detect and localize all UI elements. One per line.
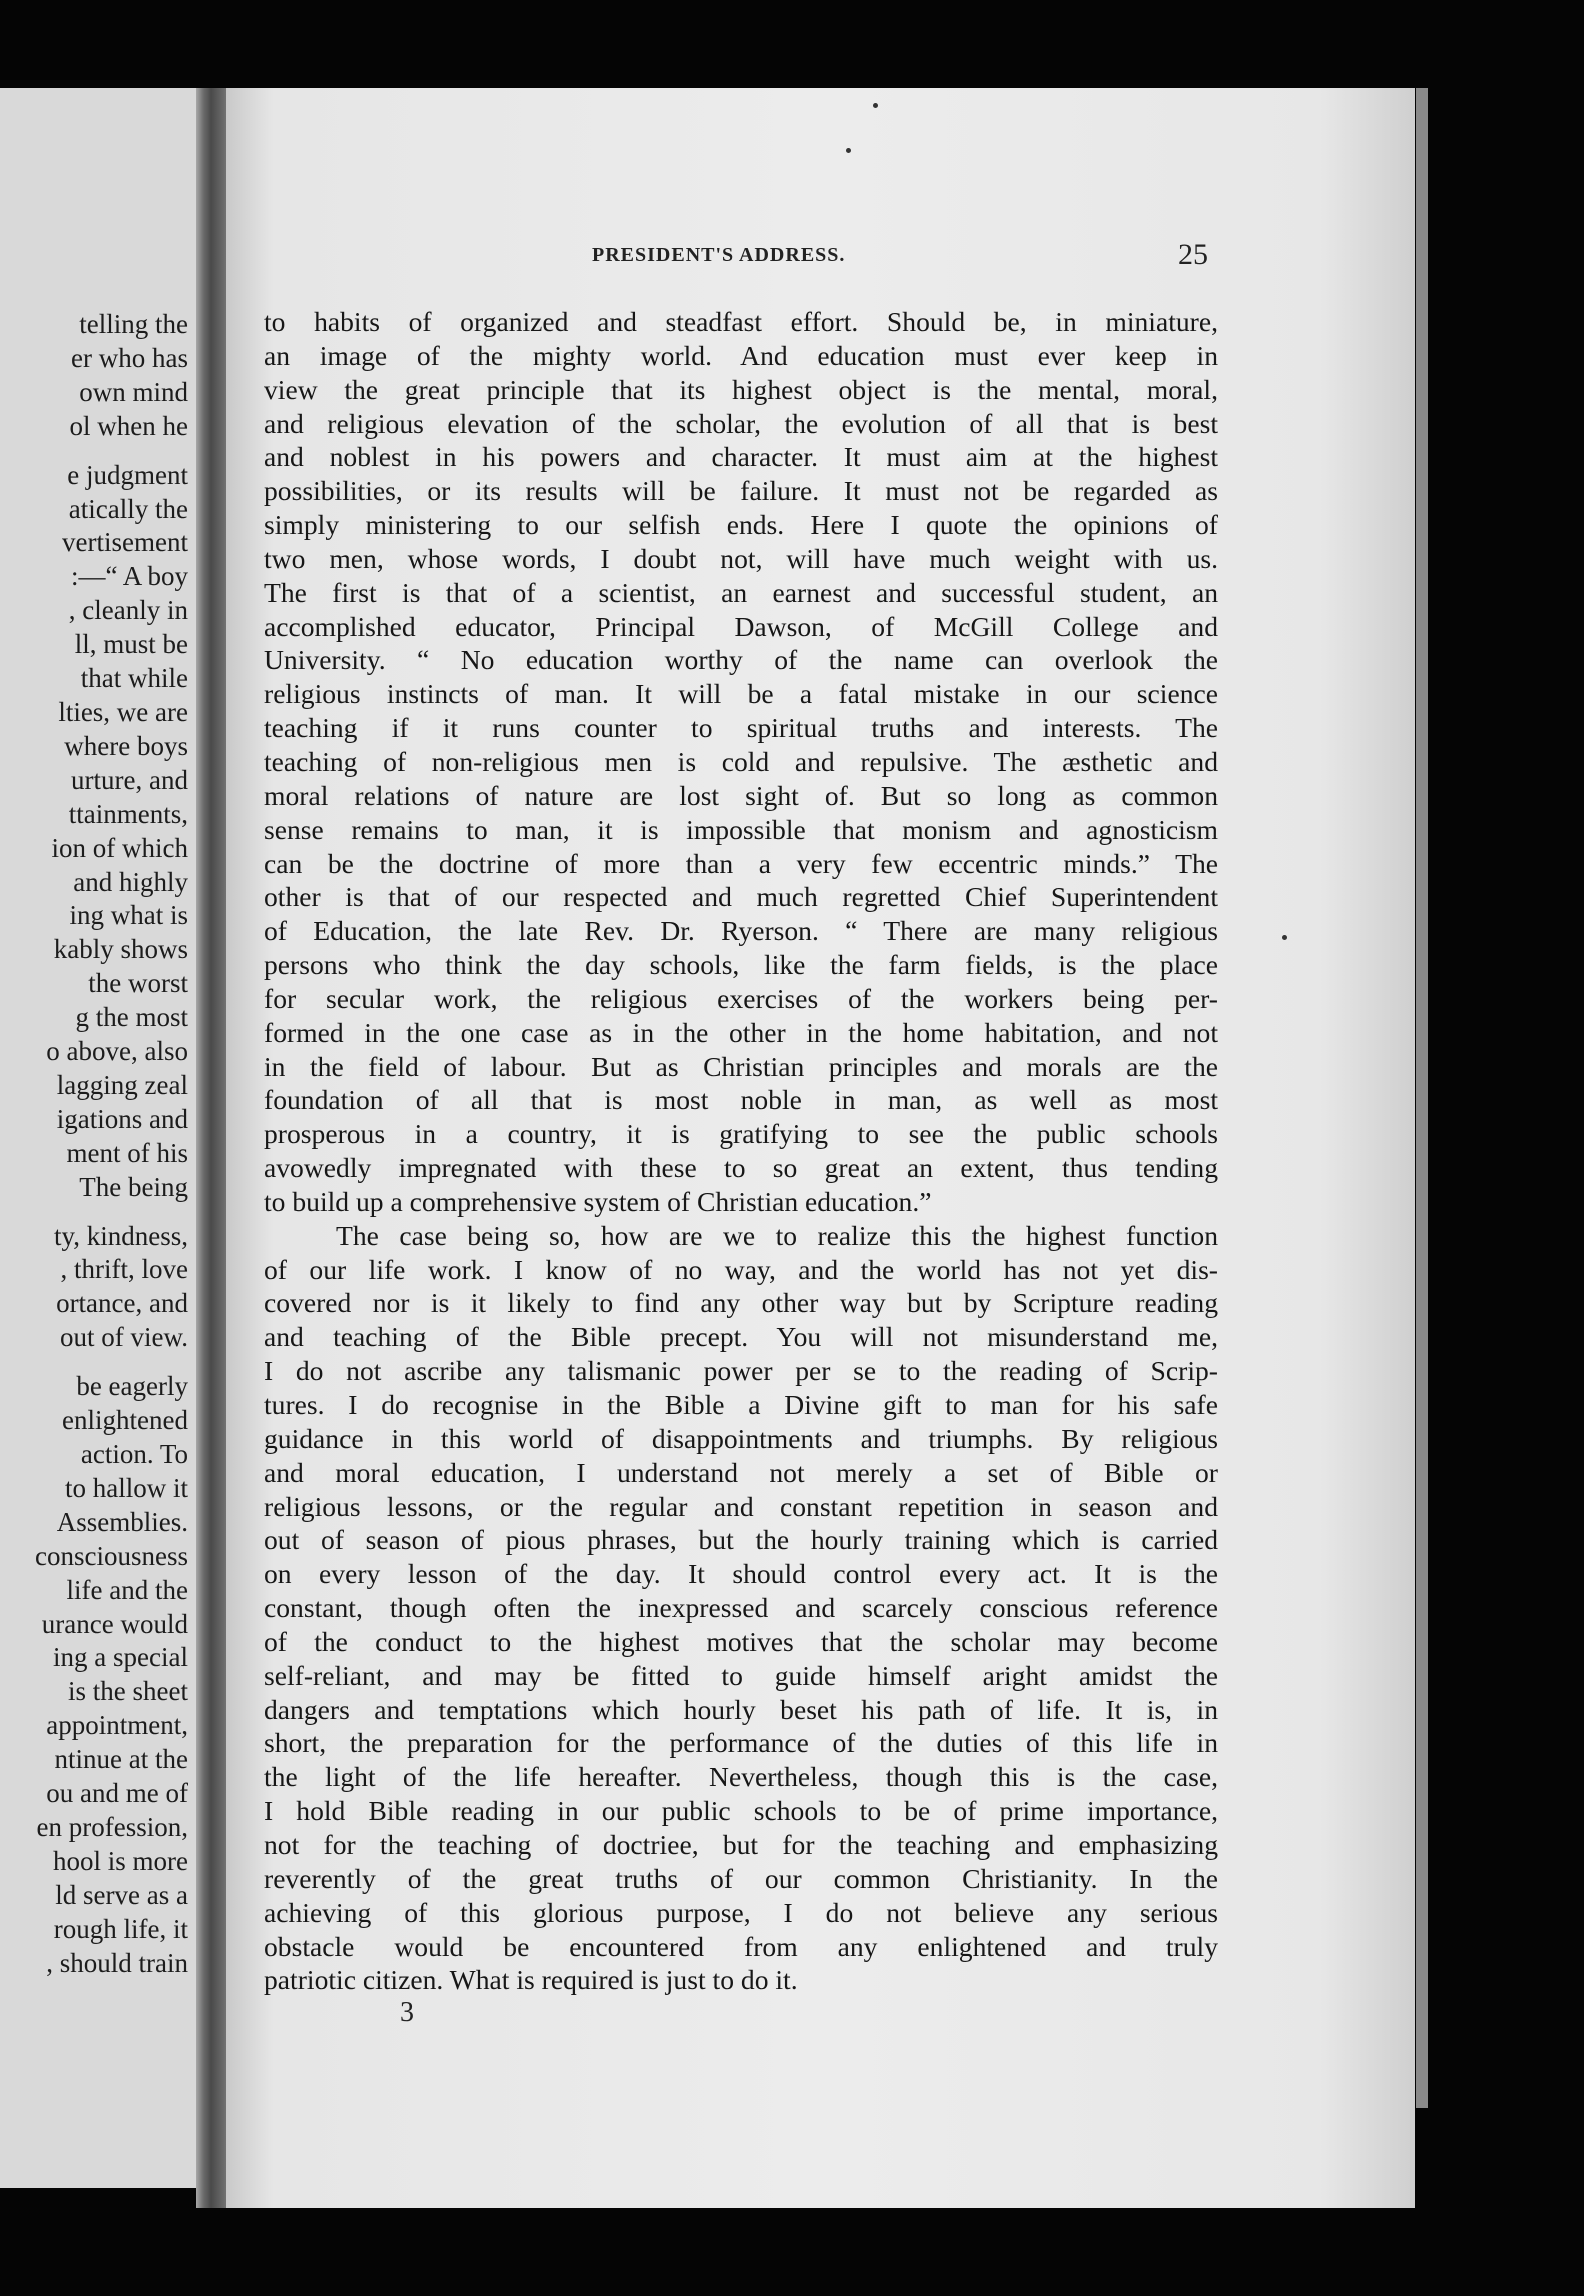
body-line: and moral education, I understand not merely a set of Bible or bbox=[264, 1456, 1218, 1488]
body-line: teaching of non-religious men is cold and repulsive. The æsthetic and bbox=[264, 745, 1218, 777]
left-page-line: action. To bbox=[80, 1439, 188, 1469]
left-page-line: g the most bbox=[75, 1002, 188, 1033]
body-line: self-reliant, and may be fitted to guide himself aright amidst the bbox=[264, 1659, 1218, 1691]
left-page-line: the worst bbox=[88, 968, 188, 999]
body-line: two men, whose words, I doubt not, will have much weight with us. bbox=[264, 542, 1218, 574]
left-page-line: out of view. bbox=[60, 1322, 188, 1353]
body-line: dangers and temptations which hourly beset his path of life. It is, in bbox=[264, 1693, 1218, 1725]
page-number: 25 bbox=[1178, 238, 1208, 271]
left-page-line: The being bbox=[79, 1171, 188, 1202]
left-page-line: , cleanly in bbox=[68, 595, 188, 626]
left-page-line: o above, also bbox=[46, 1036, 188, 1067]
body-line: moral relations of nature are lost sight of. But so long as common bbox=[264, 779, 1218, 811]
body-line: other is that of our respected and much regretted Chief Superintendent bbox=[264, 881, 1218, 913]
left-page-line: that while bbox=[80, 663, 188, 694]
left-page-line: lagging zeal bbox=[56, 1069, 188, 1100]
left-page-line: be eagerly bbox=[76, 1371, 188, 1402]
body-line: of the conduct to the highest motives that the scholar may become bbox=[264, 1625, 1218, 1657]
left-page-line: appointment, bbox=[46, 1710, 188, 1741]
left-page-line: ortance, and bbox=[56, 1288, 188, 1319]
body-text bbox=[264, 305, 1218, 1997]
left-page-line: telling the bbox=[79, 309, 188, 339]
left-page-fragment bbox=[0, 88, 196, 2188]
left-page-line: atically the bbox=[68, 493, 188, 524]
left-page-line: ntinue at the bbox=[54, 1744, 188, 1775]
body-line: on every lesson of the day. It should control every act. It is the bbox=[264, 1558, 1218, 1590]
body-line: covered nor is it likely to find any other way but by Scripture reading bbox=[264, 1287, 1218, 1319]
left-page-line: en profession, bbox=[36, 1811, 188, 1842]
body-line: for secular work, the religious exercises of the workers being per- bbox=[264, 982, 1218, 1014]
body-line: the light of the life hereafter. Nevertheless, though this is the case, bbox=[264, 1761, 1218, 1793]
left-page-line: ing what is bbox=[69, 900, 188, 931]
body-line: not for the teaching of doctriee, but for the teaching and emphasizing bbox=[264, 1828, 1218, 1860]
body-line: and noblest in his powers and character. It must aim at the highest bbox=[264, 441, 1218, 473]
body-line: religious lessons, or the regular and constant repetition in season and bbox=[264, 1490, 1218, 1522]
body-line: of Education, the late Rev. Dr. Ryerson. “ There are many religious bbox=[264, 915, 1218, 947]
left-page-line: urance would bbox=[41, 1608, 188, 1639]
body-line: of our life work. I know of no way, and the world has not yet dis- bbox=[264, 1253, 1218, 1285]
left-page-line: vertisement bbox=[62, 527, 188, 558]
body-line: to build up a comprehensive system of Christian education.” bbox=[264, 1185, 932, 1217]
left-page-line: igations and bbox=[56, 1103, 188, 1134]
left-page-line: ld serve as a bbox=[55, 1879, 188, 1910]
left-page-line: consciousness bbox=[35, 1540, 188, 1571]
dust-speck bbox=[1282, 935, 1287, 940]
left-page-line: er who has bbox=[71, 342, 188, 373]
body-line: The case being so, how are we to realize this the highest function bbox=[336, 1219, 1218, 1251]
body-line: I hold Bible reading in our public schools to be of prime importance, bbox=[264, 1795, 1218, 1827]
body-line: and religious elevation of the scholar, the evolution of all that is best bbox=[264, 407, 1218, 439]
left-page-line: ing a special bbox=[53, 1642, 188, 1673]
body-line: simply ministering to our selfish ends. Here I quote the opinions of bbox=[264, 509, 1218, 541]
body-line: view the great principle that its highest object is the mental, moral, bbox=[264, 373, 1218, 405]
left-page-line: :—“ A boy bbox=[70, 561, 188, 592]
left-page-line: ttainments, bbox=[68, 798, 188, 829]
dust-speck bbox=[873, 103, 878, 108]
left-page-line: ol when he bbox=[69, 410, 188, 441]
page-header bbox=[226, 238, 1220, 278]
body-line: sense remains to man, it is impossible that monism and agnosticism bbox=[264, 813, 1218, 845]
left-page-line: kably shows bbox=[53, 934, 188, 965]
running-head: PRESIDENT'S ADDRESS. bbox=[592, 244, 846, 266]
body-line: I do not ascribe any talismanic power per se to the reading of Scrip- bbox=[264, 1355, 1218, 1387]
body-line: achieving of this glorious purpose, I do not believe any serious bbox=[264, 1896, 1218, 1928]
body-line: in the field of labour. But as Christian principles and morals are the bbox=[264, 1050, 1218, 1082]
body-line: prosperous in a country, it is gratifying to see the public schools bbox=[264, 1118, 1218, 1150]
left-page-line: Assemblies. bbox=[56, 1506, 188, 1537]
body-line: to habits of organized and steadfast effort. Should be, in miniature, bbox=[264, 306, 1218, 337]
body-line: guidance in this world of disappointments and triumphs. By religious bbox=[264, 1422, 1218, 1454]
body-line: patriotic citizen. What is required is just to do it. bbox=[264, 1964, 798, 1996]
left-page-line: own mind bbox=[79, 376, 188, 407]
body-line: formed in the one case as in the other in the home habitation, and not bbox=[264, 1016, 1218, 1048]
dust-speck bbox=[846, 148, 851, 153]
body-line: tures. I do recognise in the Bible a Divine gift to man for his safe bbox=[264, 1389, 1218, 1420]
left-page-line: where boys bbox=[64, 730, 188, 761]
body-line: and teaching of the Bible precept. You will not misunderstand me, bbox=[264, 1321, 1218, 1353]
body-line: religious instincts of man. It will be a fatal mistake in our science bbox=[264, 678, 1218, 710]
left-page-line: urture, and bbox=[71, 764, 188, 795]
left-page-line: e judgment bbox=[67, 459, 188, 490]
left-page-line: life and the bbox=[66, 1574, 188, 1605]
left-page-text bbox=[0, 308, 188, 1981]
left-page-line: is the sheet bbox=[68, 1676, 188, 1707]
body-line: accomplished educator, Principal Dawson, of McGill College and bbox=[264, 610, 1218, 642]
body-line: an image of the mighty world. And education must ever keep in bbox=[264, 339, 1218, 371]
left-page-line: to hallow it bbox=[65, 1472, 188, 1503]
left-page-line: , thrift, love bbox=[60, 1254, 188, 1285]
left-page-line: lties, we are bbox=[58, 696, 188, 727]
body-line: teaching if it runs counter to spiritual truths and interests. The bbox=[264, 712, 1218, 744]
body-line: avowedly impregnated with these to so great an extent, thus tending bbox=[264, 1152, 1218, 1184]
body-line: constant, though often the inexpressed and scarcely conscious reference bbox=[264, 1592, 1218, 1624]
signature-mark: 3 bbox=[400, 1997, 414, 2028]
left-page-line: rough life, it bbox=[53, 1913, 188, 1944]
body-line: reverently of the great truths of our common Christianity. In the bbox=[264, 1862, 1218, 1894]
left-page-line: and highly bbox=[73, 866, 188, 897]
body-line: can be the doctrine of more than a very few eccentric minds.” The bbox=[264, 847, 1218, 879]
left-page-line: hool is more bbox=[53, 1845, 188, 1876]
left-page-line: ty, kindness, bbox=[54, 1220, 188, 1251]
left-page-line: ment of his bbox=[66, 1137, 188, 1168]
left-page-line: ou and me of bbox=[46, 1778, 188, 1809]
left-page-line: enlightened bbox=[62, 1405, 188, 1436]
left-page-line: , should train bbox=[46, 1947, 188, 1978]
body-line: short, the preparation for the performance of the duties of this life in bbox=[264, 1727, 1218, 1759]
body-line: possibilities, or its results will be failure. It must not be regarded as bbox=[264, 475, 1218, 507]
body-line: University. “ No education worthy of the name can overlook the bbox=[264, 644, 1218, 676]
page-edge-shadow bbox=[1416, 88, 1428, 2108]
body-line: foundation of all that is most noble in man, as well as most bbox=[264, 1084, 1218, 1116]
body-line: out of season of pious phrases, but the hourly training which is carried bbox=[264, 1524, 1218, 1556]
body-line: The first is that of a scientist, an earnest and successful student, an bbox=[264, 576, 1218, 608]
left-page-line: ion of which bbox=[51, 832, 188, 863]
left-page-line: ll, must be bbox=[74, 629, 188, 660]
body-line: obstacle would be encountered from any enlightened and truly bbox=[264, 1930, 1218, 1962]
body-line: persons who think the day schools, like the farm fields, is the place bbox=[264, 949, 1218, 981]
